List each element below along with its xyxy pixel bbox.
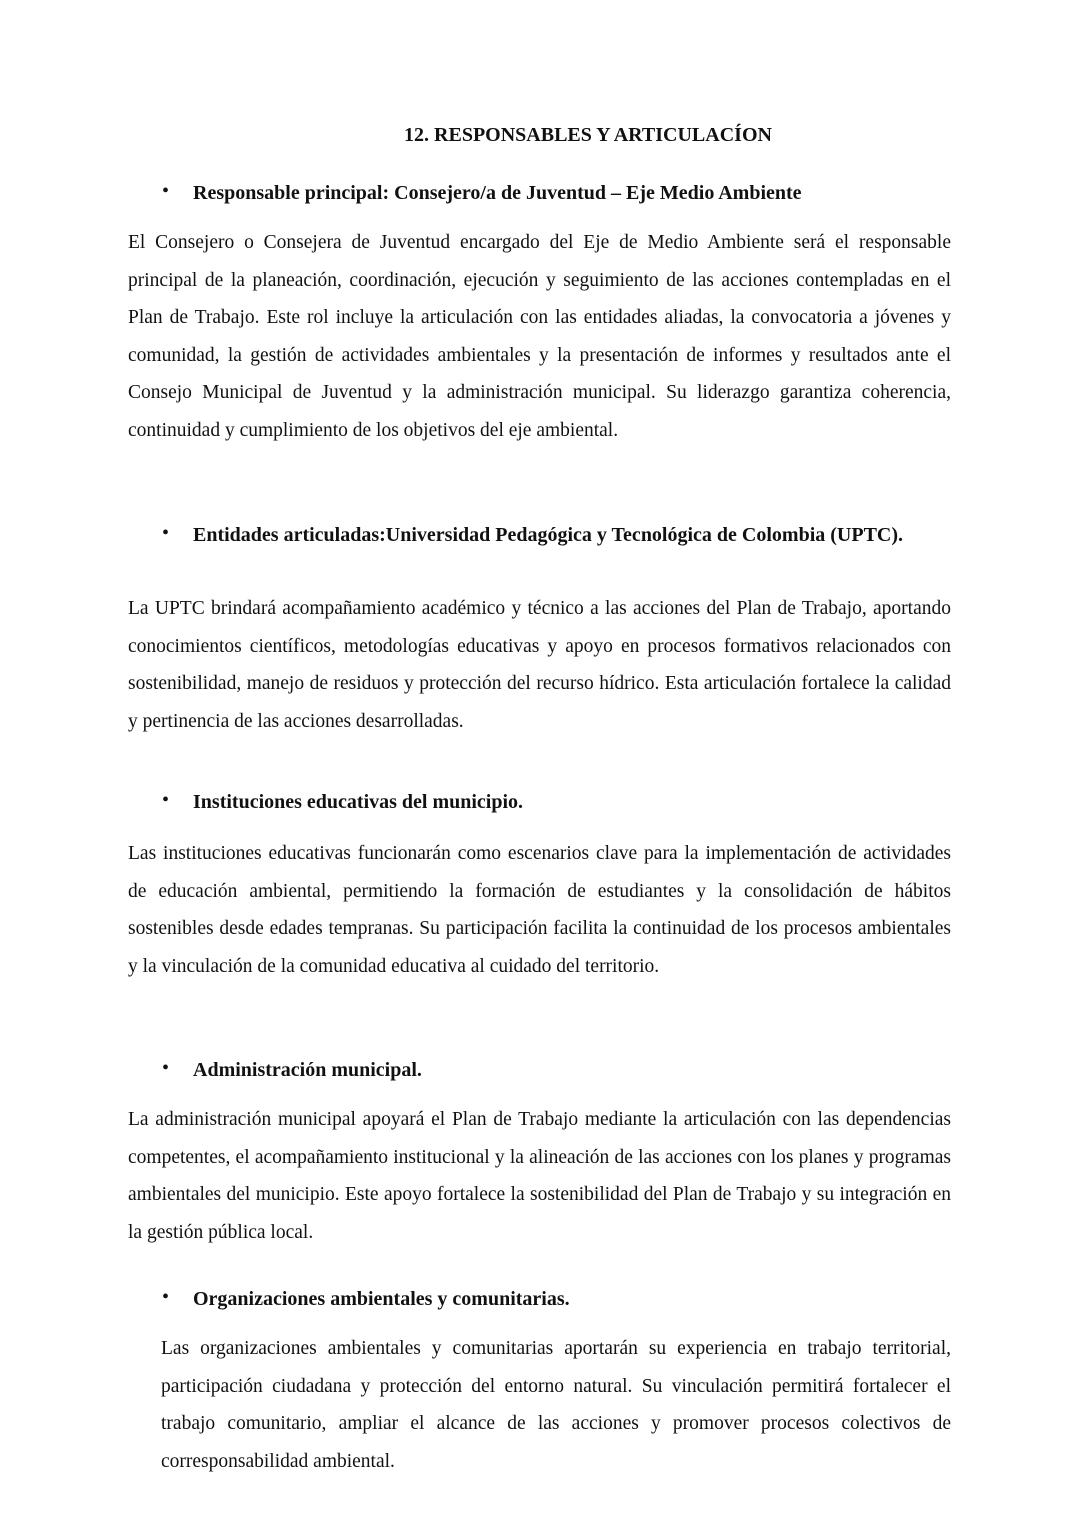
- section-title: 12. RESPONSABLES Y ARTICULACÍON: [404, 124, 772, 146]
- paragraph-organizaciones-ambientales: Las organizaciones ambientales y comunitarias aportarán su experiencia en trabajo territorial, participación ciudadana y protección del entorno natural. Su vinculación permitirá fortalecer el trabajo comunitario, ampliar el alcance de las acciones y promover procesos colectivos de corresponsabilidad ambiental.: [161, 1338, 951, 1472]
- heading-instituciones-educativas: Instituciones educativas del municipio.: [193, 791, 524, 813]
- paragraph-instituciones-educativas: Las instituciones educativas funcionarán como escenarios clave para la implementación de actividades de educación ambiental, permitiendo la formación de estudiantes y la consolidación de hábitos sostenibles desde edades tempranas. Su participación facilita la continuidad de los procesos ambientales y la vinculación de la comunidad educativa al cuidado del territorio.: [128, 843, 951, 977]
- heading-organizaciones-ambientales: Organizaciones ambientales y comunitarias.: [193, 1288, 570, 1310]
- paragraph-responsable-principal: El Consejero o Consejera de Juventud encargado del Eje de Medio Ambiente será el responsable principal de la planeación, coordinación, ejecución y seguimiento de las acciones contempladas en el Plan de Trabajo. Este rol incluye la articulación con las entidades aliadas, la convocatoria a jóvenes y comunidad, la gestión de actividades ambientales y la presentación de informes y resultados ante el Consejo Municipal de Juventud y la administración municipal. Su liderazgo garantiza coherencia, continuidad y cumplimiento de los objetivos del eje ambiental.: [128, 232, 951, 441]
- bullet-icon: •: [162, 1057, 170, 1079]
- bullet-icon: •: [162, 1286, 170, 1308]
- heading-responsable-principal: Responsable principal: Consejero/a de Juventud – Eje Medio Ambiente: [193, 182, 802, 204]
- heading-administracion-municipal: Administración municipal.: [193, 1059, 422, 1081]
- bullet-icon: •: [162, 180, 170, 202]
- paragraph-administracion-municipal: La administración municipal apoyará el Plan de Trabajo mediante la articulación con las dependencias competentes, el acompañamiento institucional y la alineación de las acciones con los planes y programas ambientales del municipio. Este apoyo fortalece la sostenibilidad del Plan de Trabajo y su integración en la gestión pública local.: [128, 1109, 951, 1243]
- paragraph-entidades-articuladas: La UPTC brindará acompañamiento académico y técnico a las acciones del Plan de Trabajo, aportando conocimientos científicos, metodologías educativas y apoyo en procesos formativos relacionados con sostenibilidad, manejo de residuos y protección del recurso hídrico. Esta articulación fortalece la calidad y pertinencia de las acciones desarrolladas.: [128, 598, 951, 732]
- heading-entidades-articuladas: Entidades articuladas:Universidad Pedagógica y Tecnológica de Colombia (UPTC).: [193, 524, 904, 546]
- bullet-icon: •: [162, 522, 170, 544]
- bullet-icon: •: [162, 789, 170, 811]
